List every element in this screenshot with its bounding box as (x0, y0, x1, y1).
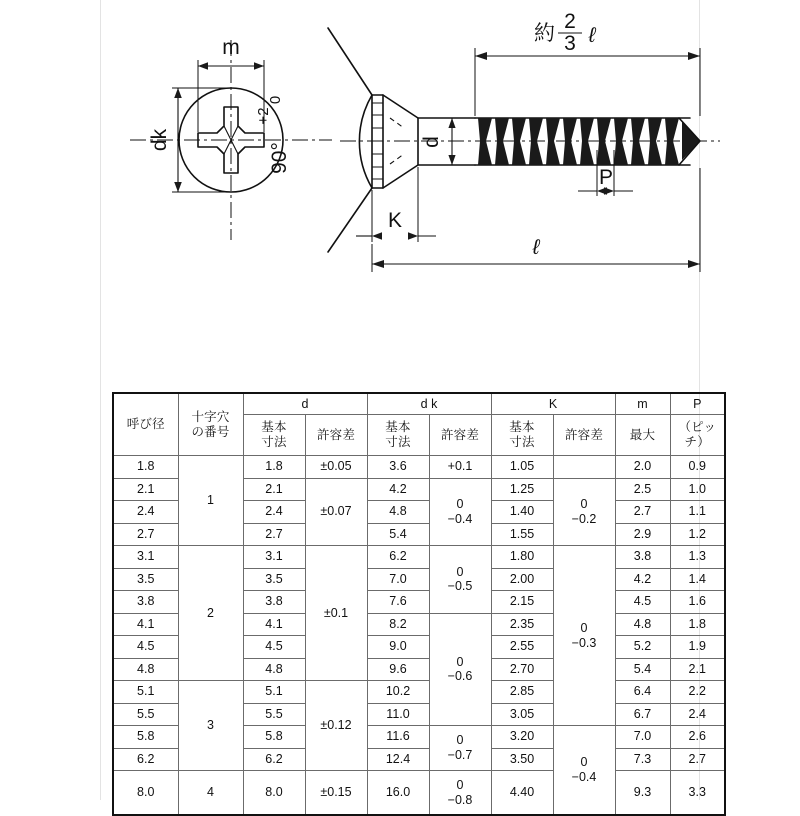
cell-dk-basic: 10.2 (367, 681, 429, 704)
table-row (113, 456, 725, 479)
cell-dk-basic: 9.6 (367, 658, 429, 681)
cell-d-basic: 6.2 (243, 748, 305, 771)
cell-d-tolerance: ±0.1 (305, 546, 367, 681)
cell-d-tolerance: ±0.15 (305, 771, 367, 816)
cell-nominal-diameter: 4.5 (113, 636, 178, 659)
cell-p-pitch: 1.9 (670, 636, 725, 659)
cell-k-tolerance (553, 456, 615, 479)
cell-dk-basic: 3.6 (367, 456, 429, 479)
m-dimension-label: m (222, 36, 240, 59)
cell-dk-basic: 7.0 (367, 568, 429, 591)
cell-d-basic: 2.4 (243, 501, 305, 524)
cell-m-max: 2.7 (615, 501, 670, 524)
cell-d-basic: 3.8 (243, 591, 305, 614)
cell-p-pitch: 1.8 (670, 613, 725, 636)
thread-length-denominator: 3 (564, 32, 576, 55)
cell-d-tolerance: ±0.12 (305, 681, 367, 771)
cell-d-basic: 2.7 (243, 523, 305, 546)
cell-k-basic: 2.70 (491, 658, 553, 681)
th-m (615, 393, 670, 415)
th-k: K (491, 393, 615, 415)
cell-dk-basic: 8.2 (367, 613, 429, 636)
th-d-basic: 基本 寸法 (243, 415, 305, 456)
cell-nominal-diameter: 8.0 (113, 771, 178, 816)
cell-dk-basic: 16.0 (367, 771, 429, 816)
cell-d-basic: 3.5 (243, 568, 305, 591)
th-m-symbol: m (637, 396, 648, 411)
cell-p-pitch: 2.1 (670, 658, 725, 681)
cell-k-basic: 2.15 (491, 591, 553, 614)
cell-dk-tolerance: 0 −0.8 (429, 771, 491, 816)
specification-table (112, 392, 726, 816)
cell-nominal-diameter: 3.5 (113, 568, 178, 591)
cell-nominal-diameter: 5.1 (113, 681, 178, 704)
cell-m-max: 7.3 (615, 748, 670, 771)
angle-tolerance-lower: 0 (267, 95, 284, 105)
cell-nominal-diameter: 3.8 (113, 591, 178, 614)
cell-p-pitch: 1.6 (670, 591, 725, 614)
cell-dk-basic: 12.4 (367, 748, 429, 771)
cell-p-pitch: 1.3 (670, 546, 725, 569)
cell-nominal-diameter: 2.1 (113, 478, 178, 501)
th-d: d (243, 393, 367, 415)
cell-k-basic: 4.40 (491, 771, 553, 816)
cell-d-basic: 2.1 (243, 478, 305, 501)
cell-k-basic: 1.55 (491, 523, 553, 546)
cell-k-basic: 2.85 (491, 681, 553, 704)
dk-dimension-label: dk (148, 128, 171, 152)
specification-table-wrapper (112, 392, 726, 816)
cell-m-max: 7.0 (615, 726, 670, 749)
header-row-top (113, 393, 725, 415)
cell-nominal-diameter: 6.2 (113, 748, 178, 771)
cell-m-max: 4.8 (615, 613, 670, 636)
cell-m-max: 3.8 (615, 546, 670, 569)
table-header (113, 393, 725, 456)
cell-m-max: 4.2 (615, 568, 670, 591)
cell-dk-basic: 4.2 (367, 478, 429, 501)
cell-p-pitch: 1.0 (670, 478, 725, 501)
cell-dk-basic: 4.8 (367, 501, 429, 524)
th-recess-number: 十字穴 の番号 (178, 393, 243, 456)
cell-m-max: 2.9 (615, 523, 670, 546)
cell-k-basic: 2.35 (491, 613, 553, 636)
th-d-tolerance: 許容差 (305, 415, 367, 456)
thread-length-suffix: ℓ (588, 24, 596, 47)
length-dimension-label: ℓ (532, 236, 540, 259)
cell-nominal-diameter: 1.8 (113, 456, 178, 479)
th-p-pitch: （ピッチ） (670, 415, 725, 456)
cell-dk-tolerance: +0.1 (429, 456, 491, 479)
cell-nominal-diameter: 4.8 (113, 658, 178, 681)
cell-d-tolerance: ±0.05 (305, 456, 367, 479)
cell-d-basic: 1.8 (243, 456, 305, 479)
cell-dk-tolerance: 0 −0.6 (429, 613, 491, 726)
cell-p-pitch: 0.9 (670, 456, 725, 479)
screw-side-view (255, 10, 720, 272)
cell-dk-tolerance: 0 −0.5 (429, 546, 491, 614)
cell-d-basic: 8.0 (243, 771, 305, 816)
cell-k-tolerance: 0 −0.3 (553, 546, 615, 726)
cell-nominal-diameter: 3.1 (113, 546, 178, 569)
cell-nominal-diameter: 4.1 (113, 613, 178, 636)
cell-p-pitch: 1.4 (670, 568, 725, 591)
cell-m-max: 5.4 (615, 658, 670, 681)
cell-dk-tolerance: 0 −0.7 (429, 726, 491, 771)
cell-k-basic: 3.05 (491, 703, 553, 726)
cell-d-basic: 4.8 (243, 658, 305, 681)
table-row (113, 681, 725, 704)
cell-m-max: 6.7 (615, 703, 670, 726)
cell-p-pitch: 2.4 (670, 703, 725, 726)
k-dimension-label: K (387, 209, 403, 232)
cell-d-basic: 5.1 (243, 681, 305, 704)
cell-k-basic: 1.05 (491, 456, 553, 479)
head-top-view (130, 36, 332, 240)
cell-m-max: 4.5 (615, 591, 670, 614)
cell-m-max: 2.0 (615, 456, 670, 479)
cell-dk-basic: 11.0 (367, 703, 429, 726)
cell-d-basic: 3.1 (243, 546, 305, 569)
th-p-symbol: P (693, 396, 702, 411)
table-body (113, 456, 725, 816)
cell-dk-basic: 11.6 (367, 726, 429, 749)
th-m-max: 最大 (615, 415, 670, 456)
cell-k-tolerance: 0 −0.4 (553, 726, 615, 816)
cell-p-pitch: 1.1 (670, 501, 725, 524)
cell-p-pitch: 3.3 (670, 771, 725, 816)
cell-d-basic: 4.1 (243, 613, 305, 636)
cell-nominal-diameter: 5.5 (113, 703, 178, 726)
cell-m-max: 5.2 (615, 636, 670, 659)
cell-k-basic: 1.25 (491, 478, 553, 501)
cell-recess-number: 4 (178, 771, 243, 816)
cell-k-basic: 2.55 (491, 636, 553, 659)
cell-m-max: 9.3 (615, 771, 670, 816)
th-p (670, 393, 725, 415)
cell-k-tolerance: 0 −0.2 (553, 478, 615, 546)
angle-tolerance-upper: +2 (255, 107, 272, 125)
table-row (113, 771, 725, 816)
th-k-tolerance: 許容差 (553, 415, 615, 456)
cell-dk-basic: 9.0 (367, 636, 429, 659)
cell-k-basic: 3.50 (491, 748, 553, 771)
cell-dk-basic: 6.2 (367, 546, 429, 569)
cell-recess-number: 2 (178, 546, 243, 681)
cell-recess-number: 3 (178, 681, 243, 771)
cell-nominal-diameter: 2.7 (113, 523, 178, 546)
thread-length-numerator: 2 (564, 10, 576, 33)
cell-nominal-diameter: 5.8 (113, 726, 178, 749)
cell-p-pitch: 1.2 (670, 523, 725, 546)
angle-label: 90° (268, 142, 291, 174)
cell-d-tolerance: ±0.07 (305, 478, 367, 546)
cell-p-pitch: 2.6 (670, 726, 725, 749)
th-dk-basic: 基本 寸法 (367, 415, 429, 456)
cell-k-basic: 2.00 (491, 568, 553, 591)
cell-d-basic: 5.8 (243, 726, 305, 749)
d-dimension-label: d (420, 136, 443, 148)
cell-recess-number: 1 (178, 456, 243, 546)
table-row (113, 546, 725, 569)
th-dk: d k (367, 393, 491, 415)
cell-dk-basic: 7.6 (367, 591, 429, 614)
cell-k-basic: 1.80 (491, 546, 553, 569)
thread-length-prefix: 約 (534, 22, 555, 45)
cell-k-basic: 1.40 (491, 501, 553, 524)
cell-dk-basic: 5.4 (367, 523, 429, 546)
p-dimension-label: P (598, 166, 614, 189)
cell-k-basic: 3.20 (491, 726, 553, 749)
technical-drawing (100, 0, 720, 380)
th-dk-tolerance: 許容差 (429, 415, 491, 456)
cell-p-pitch: 2.7 (670, 748, 725, 771)
th-k-basic: 基本 寸法 (491, 415, 553, 456)
cell-m-max: 6.4 (615, 681, 670, 704)
cell-dk-tolerance: 0 −0.4 (429, 478, 491, 546)
cell-d-basic: 5.5 (243, 703, 305, 726)
cell-d-basic: 4.5 (243, 636, 305, 659)
th-nominal-diameter: 呼び径 (113, 393, 178, 456)
cell-m-max: 2.5 (615, 478, 670, 501)
cell-p-pitch: 2.2 (670, 681, 725, 704)
cell-nominal-diameter: 2.4 (113, 501, 178, 524)
